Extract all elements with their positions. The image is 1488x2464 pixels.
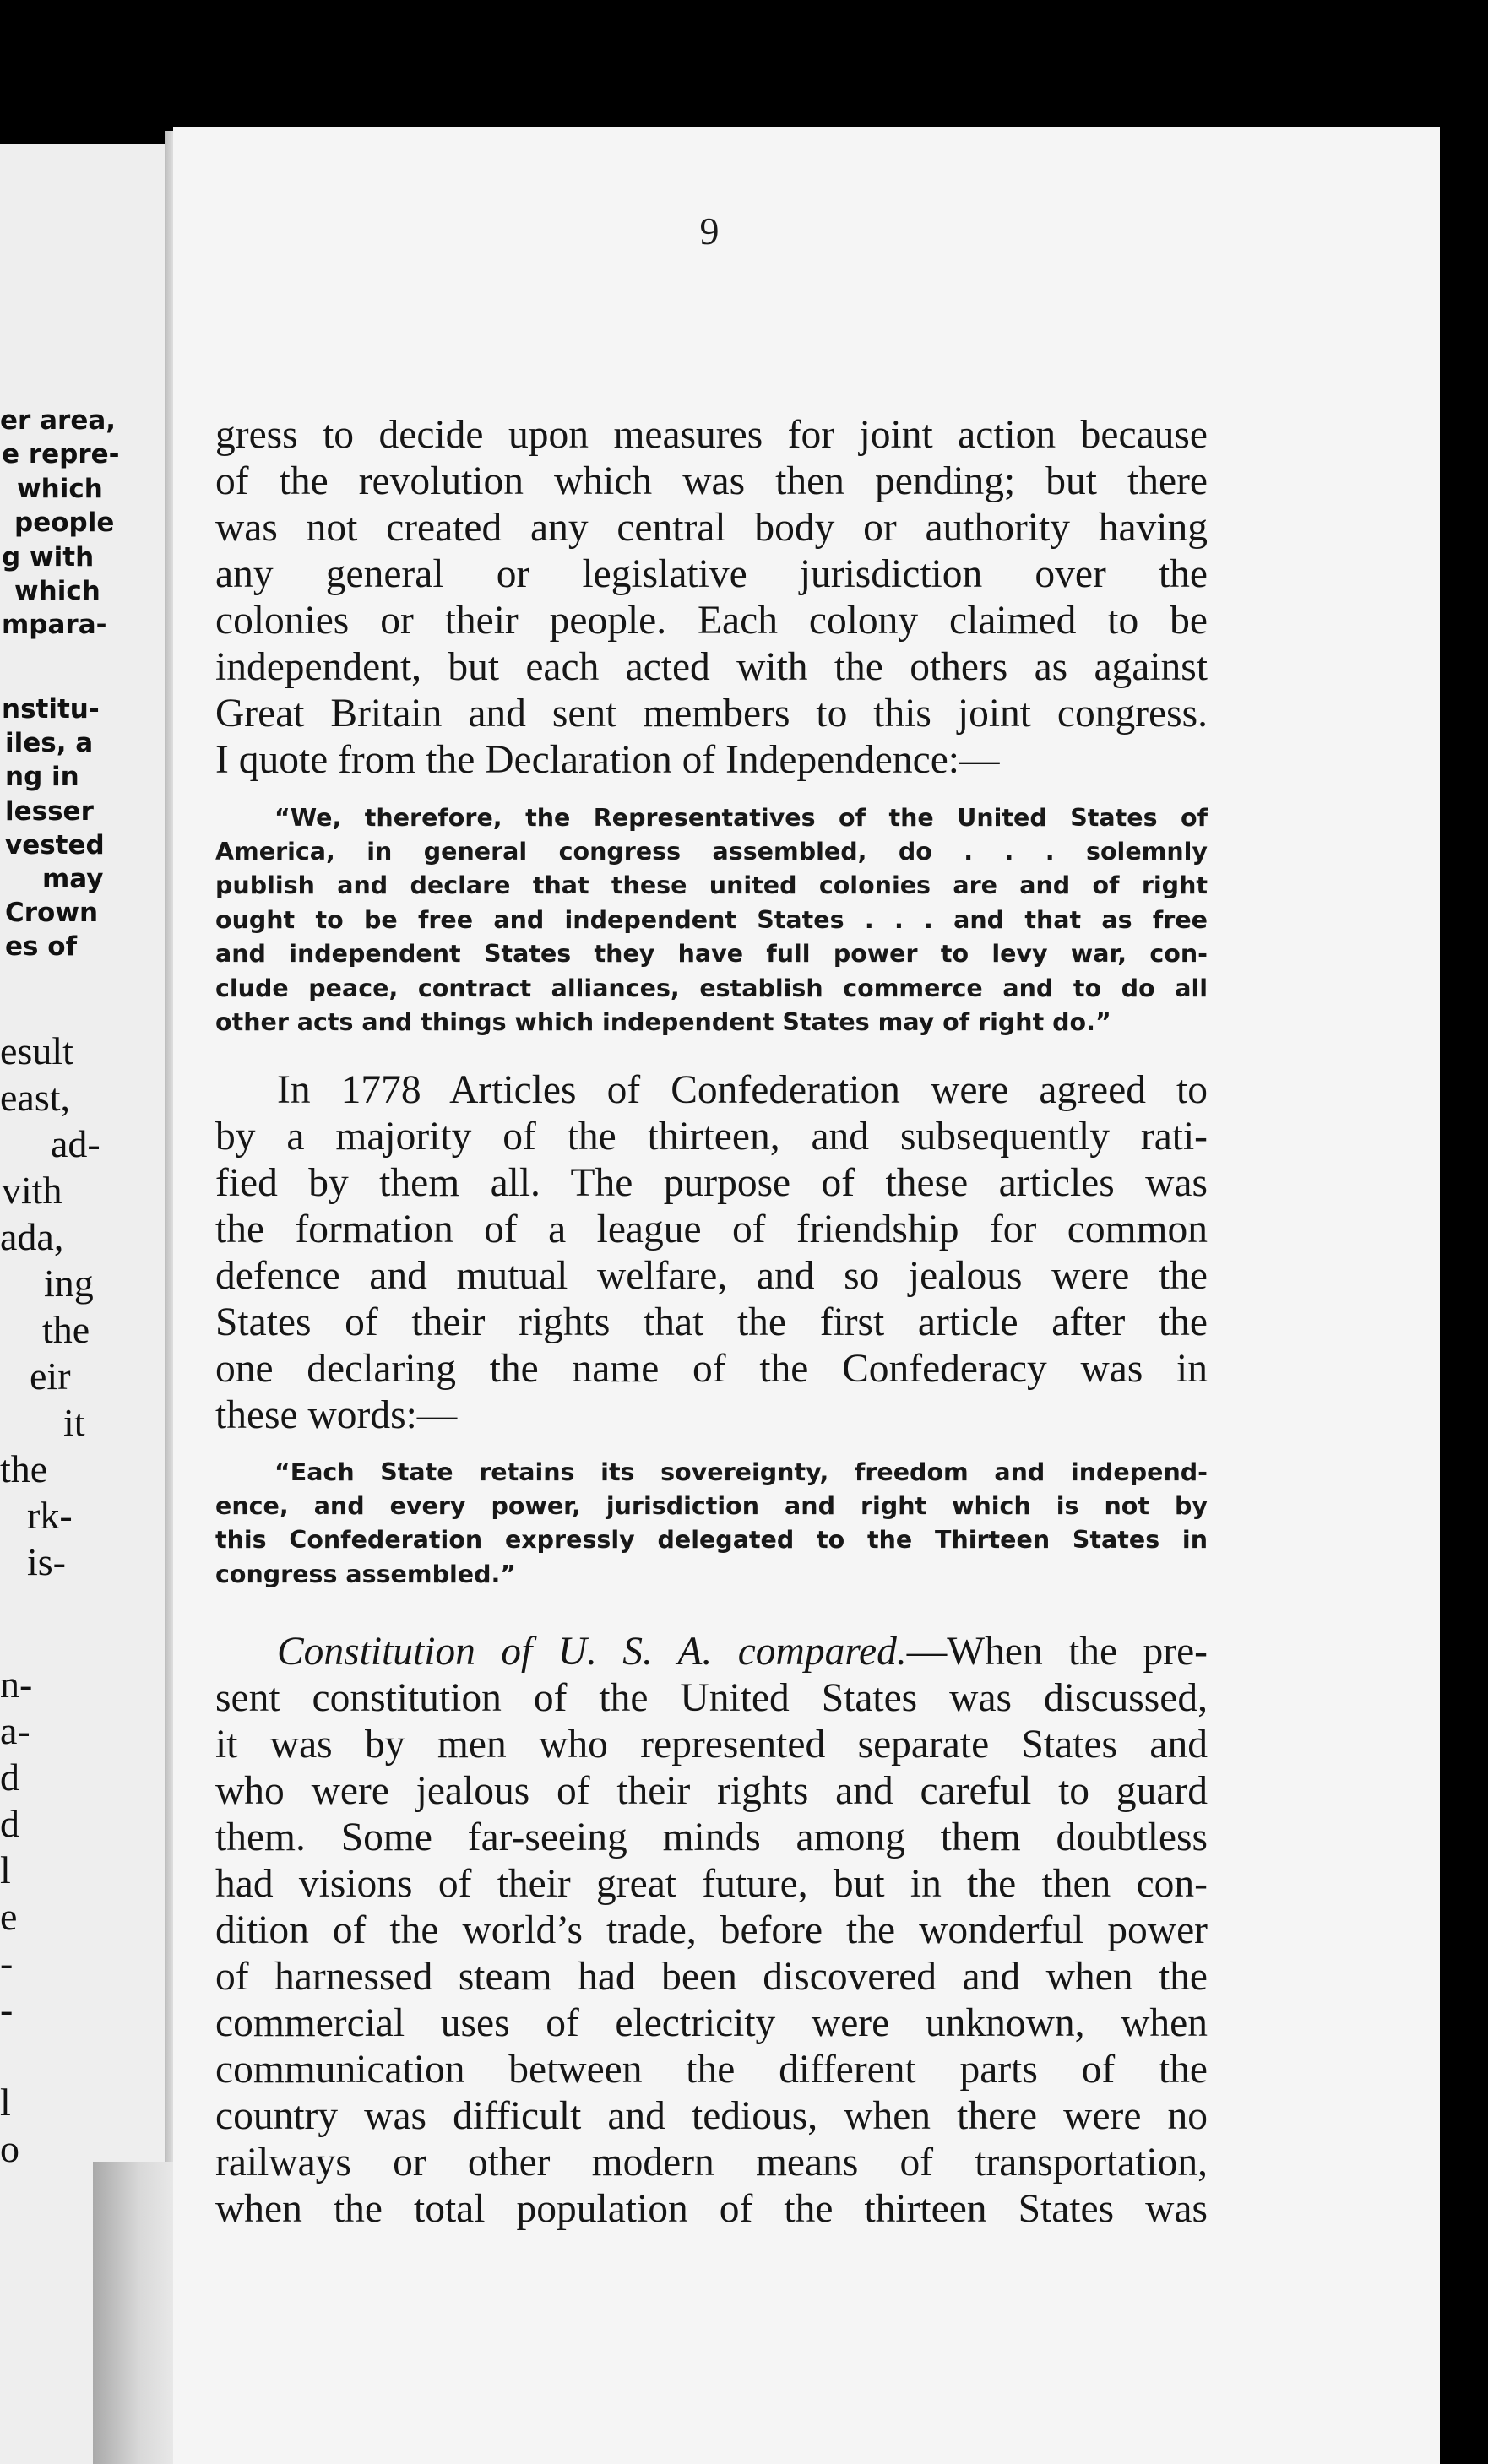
left-fragment: which xyxy=(17,474,103,504)
body-text-line: any general or legislative jurisdiction over the xyxy=(215,552,1208,596)
body-text-line: fied by them all. The purpose of these articles was xyxy=(215,1161,1208,1205)
body-text-line: railways or other modern means of transportation, xyxy=(215,2141,1208,2184)
left-fragment: nstitu- xyxy=(2,694,100,725)
body-text-line: these words:— xyxy=(215,1393,458,1437)
body-text-line: colonies or their people. Each colony claimed to be xyxy=(215,599,1208,643)
left-fragment: e xyxy=(0,1895,18,1938)
body-text-line: it was by men who represented separate States and xyxy=(215,1723,1208,1767)
left-fragment: d xyxy=(0,1802,19,1845)
left-fragment: rk- xyxy=(27,1494,73,1537)
left-fragment: e repre- xyxy=(2,439,120,469)
left-fragment: ada, xyxy=(0,1215,64,1258)
book-binding-shadow xyxy=(93,2162,186,2464)
left-fragment: eir xyxy=(30,1354,71,1398)
body-text-line xyxy=(277,1632,1208,1673)
left-fragment: lesser xyxy=(5,796,94,827)
left-fragment: a- xyxy=(0,1709,30,1752)
left-fragment: n- xyxy=(0,1663,33,1706)
body-text-line: commercial uses of electricity were unknown, when xyxy=(215,2001,1208,2045)
body-text-line: them. Some far-seeing minds among them doubtless xyxy=(215,1815,1208,1859)
left-fragment: mpara- xyxy=(2,610,107,640)
left-page-text-fragments xyxy=(0,0,186,2320)
left-fragment: o xyxy=(0,2127,19,2170)
quote-text-line: “We, therefore, the Representatives of the United States of xyxy=(274,804,1208,832)
left-fragment: Crown xyxy=(5,898,99,928)
quote-text-line: publish and declare that these united colonies are and of right xyxy=(215,871,1208,899)
left-fragment: - xyxy=(0,1988,14,2031)
left-fragment: vith xyxy=(2,1169,62,1212)
body-text-line: Great Britain and sent members to this joint congress. xyxy=(215,692,1208,735)
left-fragment: east, xyxy=(0,1076,71,1119)
quote-text-line: ought to be free and independent States . . . and that as free xyxy=(215,906,1208,934)
left-fragment: it xyxy=(63,1401,85,1444)
left-fragment: ad- xyxy=(51,1122,100,1165)
body-text-line: one declaring the name of the Confederacy was in xyxy=(215,1347,1208,1391)
body-text-line: country was difficult and tedious, when there were no xyxy=(215,2094,1208,2138)
quote-text-line: “Each State retains its sovereignty, freedom and independ- xyxy=(274,1458,1208,1486)
body-text-line: by a majority of the thirteen, and subsequently rati- xyxy=(215,1115,1208,1159)
body-text-line: when the total population of the thirteen States was xyxy=(215,2187,1208,2231)
left-fragment: the xyxy=(42,1308,90,1351)
left-fragment: the xyxy=(0,1447,48,1490)
body-text-line: was not created any central body or authority having xyxy=(215,506,1208,550)
quote-text-line: ence, and every power, jurisdiction and right which is not by xyxy=(215,1492,1208,1520)
body-text-line: of harnessed steam had been discovered and when the xyxy=(215,1955,1208,1999)
body-text-line: gress to decide upon measures for joint action because xyxy=(215,413,1208,457)
left-fragment: is- xyxy=(27,1540,66,1583)
body-text-line: communication between the different parts of the xyxy=(215,2048,1208,2092)
left-fragment: l xyxy=(0,2081,11,2124)
body-text-fragment: —When the pre- xyxy=(906,1630,1208,1674)
quote-text-line: America, in general congress assembled, do . . . solemnly xyxy=(215,838,1208,866)
body-text-line: of the revolution which was then pending; but there xyxy=(215,459,1208,503)
left-fragment: l xyxy=(0,1848,11,1891)
page-number: 9 xyxy=(699,209,720,252)
quote-text-line: clude peace, contract alliances, establish commerce and to do all xyxy=(215,974,1208,1002)
left-fragment: vested xyxy=(5,830,105,860)
body-text-line: had visions of their great future, but in the then con- xyxy=(215,1862,1208,1906)
body-text-line: sent constitution of the United States was discussed, xyxy=(215,1676,1208,1720)
body-text-line: I quote from the Declaration of Independence:— xyxy=(215,738,1000,782)
left-fragment: es of xyxy=(5,931,78,962)
quote-text-line: congress assembled.” xyxy=(215,1560,517,1588)
left-fragment: ng in xyxy=(5,762,79,792)
left-fragment: ing xyxy=(44,1262,94,1305)
section-heading: Constitution of U. S. A. compared. xyxy=(277,1630,907,1674)
left-fragment: g with xyxy=(2,542,95,573)
body-text-line: defence and mutual welfare, and so jealous were the xyxy=(215,1254,1208,1298)
left-fragment: esult xyxy=(0,1029,73,1072)
quote-text-line: this Confederation expressly delegated to the Thirteen States in xyxy=(215,1526,1208,1554)
body-text-line: dition of the world’s trade, before the wonderful power xyxy=(215,1908,1208,1952)
left-fragment: d xyxy=(0,1756,19,1799)
body-text-line: In 1778 Articles of Confederation were agreed to xyxy=(277,1068,1208,1112)
left-fragment: may xyxy=(42,864,104,894)
left-fragment: iles, a xyxy=(5,728,94,758)
left-fragment: people xyxy=(14,507,115,538)
body-text-line: who were jealous of their rights and careful to guard xyxy=(215,1769,1208,1813)
left-fragment: which xyxy=(14,576,100,606)
quote-text-line: other acts and things which independent States may of right do.” xyxy=(215,1008,1111,1036)
body-text-line: States of their rights that the first article after the xyxy=(215,1300,1208,1344)
body-text-line: independent, but each acted with the others as against xyxy=(215,645,1208,689)
quote-text-line: and independent States they have full power to levy war, con- xyxy=(215,940,1208,968)
body-text-line: the formation of a league of friendship for common xyxy=(215,1208,1208,1251)
left-fragment: er area, xyxy=(0,405,117,436)
left-fragment: - xyxy=(0,1941,14,1984)
